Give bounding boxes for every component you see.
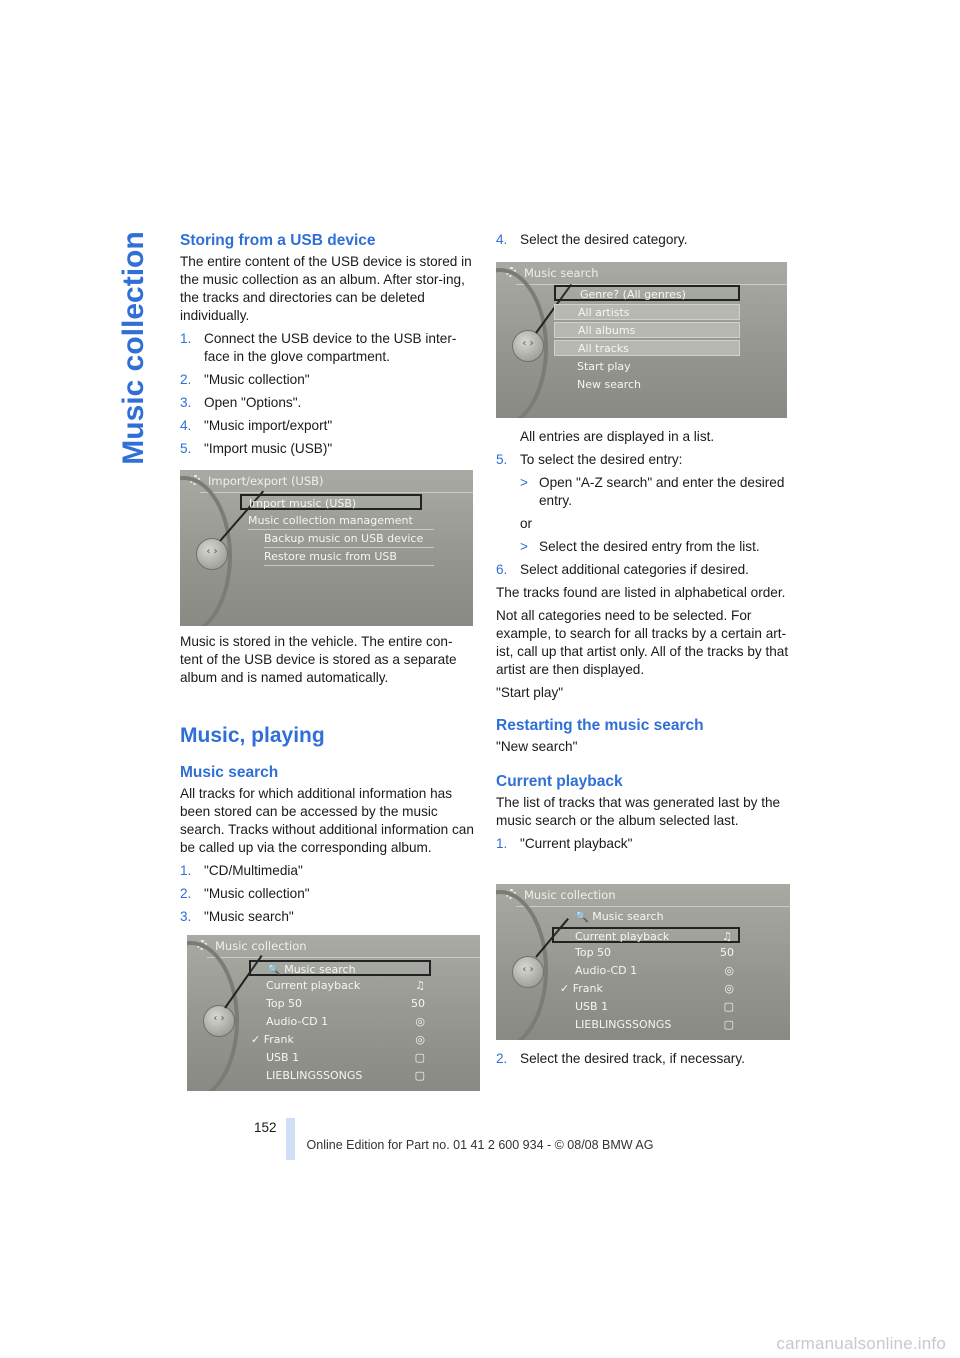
playlist-icon: ♫ [722,930,732,943]
menu-item-music-search: 🔍 Music search [249,960,431,976]
heading-storing-usb: Storing from a USB device [180,232,376,249]
left-column-bottom [180,633,474,926]
menu-item-all-tracks: All tracks [554,340,740,356]
watermark: carmanualsonline.info [776,1334,946,1353]
list-item: 3. Open "Options". [180,395,302,410]
search-icon: 🔍 [575,910,589,923]
controller-knob-icon [512,330,544,362]
heading-current-playback: Current playback [496,773,623,790]
list-item: > Open "A-Z search" and enter the desired entry. [520,475,785,508]
right-column-bottom [496,1050,790,1068]
screen-title: Music collection [524,888,616,902]
screenshot-import-export [180,470,473,626]
controller-knob-icon [203,1005,235,1037]
menu-item-collection-management: Music collection management [248,513,434,530]
menu-item-top-50: Top 50 50 [266,997,425,1010]
controller-knob-icon [512,956,544,988]
menu-item-current-playback: Current playback ♫ [266,979,425,992]
menu-item-usb: USB 1 ▢ [266,1051,425,1064]
top-50-icon: 50 [720,946,734,959]
screenshot-music-collection-right [496,884,790,1040]
paragraph-not-all: Not all categories need to be selected. For example, to search for all tracks by a certain art-ist, call up that artist only. All of the tracks by that artist are then displayed. [496,608,789,677]
list-item: 2. Select the desired track, if necessary. [496,1051,745,1066]
menu-item-new-search: New search [577,378,642,391]
left-column-top [180,231,474,458]
side-title-text: Music collection [117,231,150,465]
top-50-icon: 50 [411,997,425,1010]
folder-icon: ▢ [414,1069,425,1082]
menu-item-genre: Genre? (All genres) [554,285,740,301]
menu-item-audio-cd: Audio-CD 1 ◎ [266,1015,425,1028]
screenshot-music-search [496,262,787,418]
page-number: 152 [254,1120,277,1135]
right-column-middle [496,428,790,853]
check-icon: ✓ [560,982,570,995]
check-icon: ✓ [251,1033,261,1046]
list-item: > Select the desired entry from the list. [520,539,760,554]
menu-item-current-playback: Current playback ♫ [552,927,740,943]
menu-item-usb: USB 1 ▢ [575,1000,734,1013]
usb-folder-icon: ▢ [723,1000,734,1013]
heading-music-playing: Music, playing [180,724,325,747]
menu-item-top-50: Top 50 50 [575,946,734,959]
right-column-top [496,231,790,249]
playlist-icon: ♫ [415,979,425,992]
list-item: 3. "Music search" [180,909,294,924]
list-item: 1. "Current playback" [496,836,633,851]
heading-restart-search: Restarting the music search [496,717,704,734]
paragraph-storing: The entire content of the USB device is stored in the music collection as an album. After stor-ing, the tracks and directories can be deleted individually. [180,254,472,323]
list-item: 2. "Music collection" [180,886,310,901]
paragraph-current-playback: The list of tracks that was generated last by the music search or the album selected last. [496,795,781,828]
cd-icon: ◎ [415,1033,425,1046]
menu-item-start-play: Start play [577,360,631,373]
cd-icon: ◎ [415,1015,425,1028]
list-item: 6. Select additional categories if desired. [496,562,749,577]
list-item: 2. "Music collection" [180,372,310,387]
menu-item-restore: Restore music from USB [264,549,434,566]
screen-title: Music search [524,266,599,280]
paragraph-all-entries: All entries are displayed in a list. [520,429,715,444]
cd-icon: ◎ [724,982,734,995]
menu-item-music-search: 🔍 Music search [575,910,664,923]
menu-item-import-music: Import music (USB) [240,494,422,510]
usb-folder-icon: ▢ [414,1051,425,1064]
list-item: 5. To select the desired entry: [496,452,683,467]
paragraph-stored: Music is stored in the vehicle. The entire con-tent of the USB device is stored as a separate album and is named automatically. [180,634,457,685]
list-item: 4. Select the desired category. [496,232,688,247]
menu-item-frank: ✓ Frank ◎ [251,1033,425,1046]
list-item: 5. "Import music (USB)" [180,441,333,456]
menu-item-audio-cd: Audio-CD 1 ◎ [575,964,734,977]
screen-title: Import/export (USB) [208,474,324,488]
menu-item-all-artists: All artists [554,304,740,320]
heading-music-search: Music search [180,764,279,781]
folder-icon: ▢ [723,1018,734,1031]
menu-item-backup: Backup music on USB device [264,531,434,548]
paragraph-search: All tracks for which additional information has been stored can be accessed by the music search. Tracks without additional information can be called up via the corresponding album. [180,786,474,855]
cd-icon: ◎ [724,964,734,977]
menu-item-all-albums: All albums [554,322,740,338]
screen-title: Music collection [215,939,307,953]
paragraph-tracks-found: The tracks found are listed in alphabetical order. [496,585,786,600]
footer-text: Online Edition for Part no. 01 41 2 600 934 - © 08/08 BMW AG [306,1138,654,1152]
menu-item-lieblingssongs: LIEBLINGSSONGS ▢ [266,1069,425,1082]
list-item: 1. "CD/Multimedia" [180,863,303,878]
menu-item-lieblingssongs: LIEBLINGSSONGS ▢ [575,1018,734,1031]
paragraph-start-play: "Start play" [496,685,564,700]
menu-item-frank: ✓ Frank ◎ [560,982,734,995]
screenshot-music-collection-left [187,935,480,1091]
list-item: 4. "Music import/export" [180,418,333,433]
text-or: or [520,516,533,531]
paragraph-new-search: "New search" [496,739,578,754]
section-side-title [112,228,156,468]
controller-knob-icon [196,538,228,570]
list-item: 1. Connect the USB device to the USB inter-face in the glove compartment. [180,331,457,364]
